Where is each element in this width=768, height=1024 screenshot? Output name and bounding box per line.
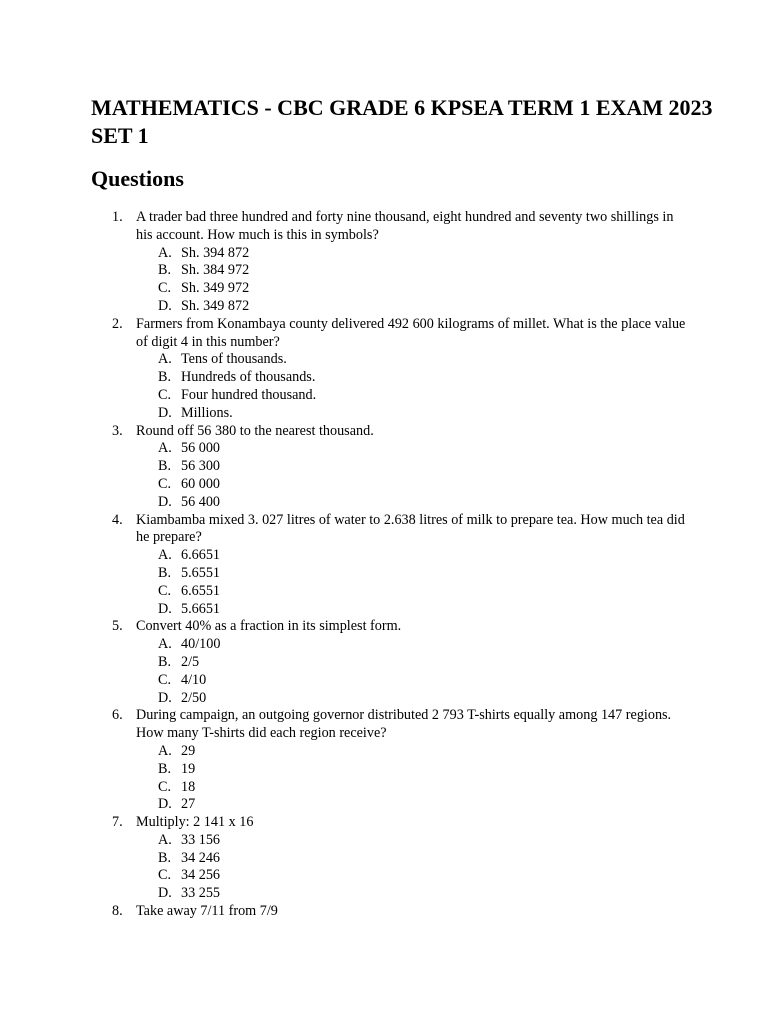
answer-option (158, 565, 692, 583)
option-letter: D. (158, 297, 172, 314)
answer-option (158, 743, 692, 761)
option-text: 60 000 (181, 475, 221, 492)
option-text: 34 256 (181, 867, 221, 884)
option-text: Sh. 384 972 (181, 262, 250, 279)
option-text: 56 000 (181, 440, 221, 457)
option-letter: C. (158, 671, 172, 688)
option-text: 56 400 (181, 493, 221, 510)
option-letter: B. (158, 262, 172, 279)
option-letter: B. (158, 760, 172, 777)
option-letter: B. (158, 849, 172, 866)
option-letter: C. (158, 778, 172, 795)
option-letter: D. (158, 404, 172, 421)
answer-option (158, 850, 692, 868)
option-text: Hundreds of thousands. (181, 369, 316, 386)
question-text: A trader bad three hundred and forty nine thousand, eight hundred and seventy two shillings in his account. How much is this in symbols? (136, 209, 674, 243)
option-text: 6.6551 (181, 582, 221, 599)
answer-option (158, 867, 692, 885)
question-text: During campaign, an outgoing governor distributed 2 793 T-shirts equally among 147 regions. How many T-shirts did each region receive? (136, 707, 672, 742)
option-text: 40/100 (181, 636, 221, 653)
question-text: Multiply: 2 141 x 16 (136, 814, 254, 831)
question-text: Round off 56 380 to the nearest thousand. (136, 422, 374, 439)
option-text: 2/5 (181, 653, 200, 670)
option-text: 56 300 (181, 458, 221, 475)
question-number: 6. (112, 707, 123, 724)
answer-option (158, 245, 692, 263)
option-letter: A. (158, 636, 172, 653)
option-list (136, 832, 692, 903)
option-letter: A. (158, 351, 172, 368)
answer-option (158, 298, 692, 316)
question-item (112, 903, 692, 921)
answer-option (158, 405, 692, 423)
option-text: Millions. (181, 404, 233, 421)
question-number: 5. (112, 618, 123, 635)
answer-option (158, 601, 692, 619)
answer-option (158, 761, 692, 779)
option-text: Sh. 349 972 (181, 280, 250, 297)
option-list (136, 743, 692, 814)
answer-option (158, 387, 692, 405)
question-text: Farmers from Konambaya county delivered 492 600 kilograms of millet. What is the place value of digit 4 in this number? (136, 315, 686, 350)
option-letter: C. (158, 386, 172, 403)
option-letter: D. (158, 796, 172, 813)
answer-option (158, 636, 692, 654)
question-item (112, 316, 692, 423)
option-letter: A. (158, 547, 172, 564)
option-text: Sh. 349 872 (181, 297, 250, 314)
question-number: 8. (112, 903, 123, 920)
option-letter: C. (158, 582, 172, 599)
answer-option (158, 779, 692, 797)
question-item (112, 618, 692, 707)
option-letter: B. (158, 369, 172, 386)
section-heading: Questions (91, 166, 184, 191)
option-text: 27 (181, 796, 196, 813)
option-letter: D. (158, 493, 172, 510)
option-text: 33 156 (181, 831, 221, 848)
option-list (136, 245, 692, 316)
question-item (112, 423, 692, 512)
option-letter: D. (158, 600, 172, 617)
option-text: 33 255 (181, 885, 221, 902)
option-letter: D. (158, 885, 172, 902)
answer-option (158, 885, 692, 903)
question-text: Convert 40% as a fraction in its simplest form. (136, 618, 402, 635)
option-letter: C. (158, 475, 172, 492)
option-text: 19 (181, 760, 196, 777)
option-text: 18 (181, 778, 196, 795)
option-text: 29 (181, 742, 196, 759)
answer-option (158, 351, 692, 369)
question-item (112, 814, 692, 903)
answer-option (158, 494, 692, 512)
option-list (136, 351, 692, 422)
option-letter: A. (158, 440, 172, 457)
question-item (112, 209, 692, 316)
answer-option (158, 832, 692, 850)
option-list (136, 440, 692, 511)
option-list (136, 636, 692, 707)
answer-option (158, 583, 692, 601)
option-text: 2/50 (181, 689, 207, 706)
question-item (112, 707, 692, 814)
answer-option (158, 262, 692, 280)
option-text: 34 246 (181, 849, 221, 866)
option-text: Sh. 394 872 (181, 244, 250, 261)
question-number: 7. (112, 814, 123, 831)
page-title: MATHEMATICS - CBC GRADE 6 KPSEA TERM 1 EXAM 2023 SET 1 (91, 95, 713, 148)
answer-option (158, 476, 692, 494)
option-letter: B. (158, 564, 172, 581)
question-text: Kiambamba mixed 3. 027 litres of water to 2.638 litres of milk to prepare tea. How much tea did he prepare? (136, 511, 685, 546)
option-letter: B. (158, 458, 172, 475)
answer-option (158, 690, 692, 708)
answer-option (158, 796, 692, 814)
answer-option (158, 547, 692, 565)
question-text: Take away 7/11 from 7/9 (136, 903, 278, 920)
question-number: 4. (112, 511, 123, 528)
question-number: 2. (112, 315, 123, 332)
question-number: 3. (112, 422, 123, 439)
answer-option (158, 654, 692, 672)
answer-option (158, 280, 692, 298)
option-letter: A. (158, 244, 172, 261)
question-number: 1. (112, 209, 123, 225)
option-text: Four hundred thousand. (181, 386, 317, 403)
option-letter: D. (158, 689, 172, 706)
question-list (112, 209, 692, 921)
question-item (112, 512, 692, 619)
answer-option (158, 369, 692, 387)
option-list (136, 547, 692, 618)
option-letter: C. (158, 280, 172, 297)
option-letter: B. (158, 653, 172, 670)
option-text: 5.6651 (181, 600, 221, 617)
option-text: 6.6651 (181, 547, 221, 564)
option-text: Tens of thousands. (181, 351, 287, 368)
answer-option (158, 672, 692, 690)
option-letter: A. (158, 831, 172, 848)
option-letter: C. (158, 867, 172, 884)
answer-option (158, 458, 692, 476)
option-text: 5.6551 (181, 564, 221, 581)
option-text: 4/10 (181, 671, 207, 688)
answer-option (158, 440, 692, 458)
option-letter: A. (158, 742, 172, 759)
